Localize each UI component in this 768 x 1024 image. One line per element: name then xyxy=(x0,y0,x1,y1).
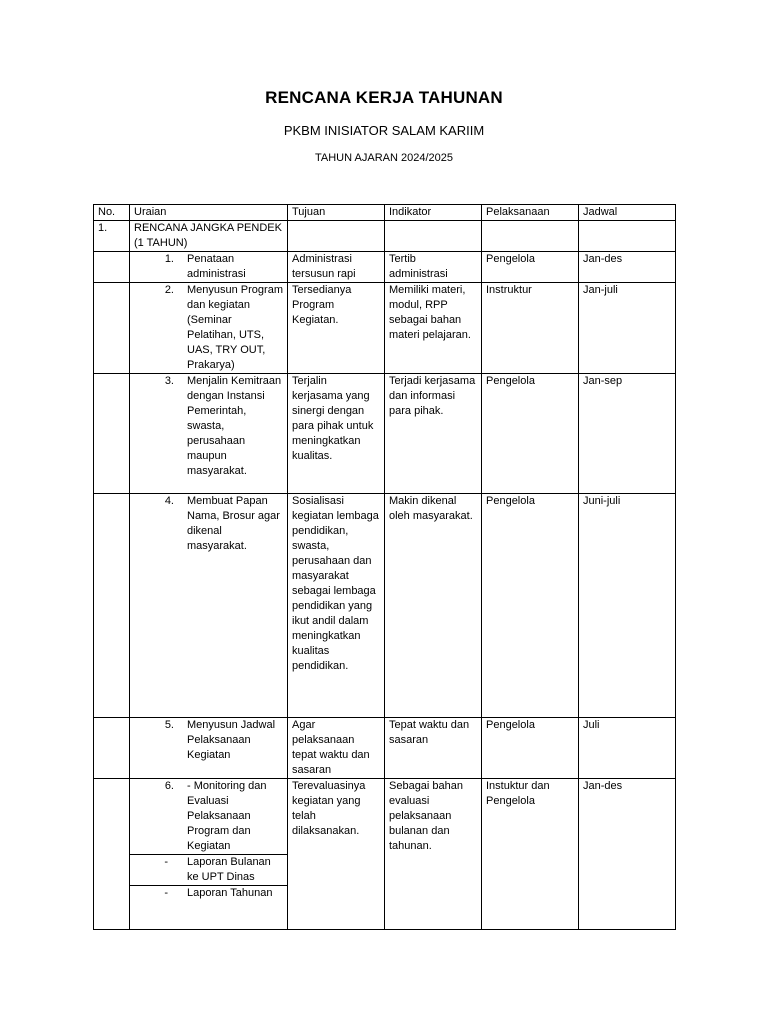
item-jadwal: Juli xyxy=(579,718,676,779)
subitem-text: Laporan Tahunan xyxy=(187,887,273,899)
item-tujuan: Terjalin kerjasama yang sinergi dengan para pihak untuk meningkatkan kualitas. xyxy=(288,374,385,494)
item-pelaksanaan: Instuktur dan Pengelola xyxy=(482,779,579,930)
item-tujuan: Terevaluasinya kegiatan yang telah dilaksanakan. xyxy=(288,779,385,930)
item-indikator: Tertib administrasi xyxy=(385,252,482,283)
table-row xyxy=(94,718,676,779)
header-jadwal: Jadwal xyxy=(579,205,676,221)
item-indikator: Tepat waktu dan sasaran xyxy=(385,718,482,779)
item-uraian: Menyusun Program dan kegiatan (Seminar Pelatihan, UTS, UAS, TRY OUT, Prakarya) xyxy=(187,284,283,371)
subitem-text: Laporan Bulanan ke UPT Dinas xyxy=(187,856,271,883)
subitem-dash: - xyxy=(164,887,168,899)
item-uraian: Penataan administrasi xyxy=(187,253,246,280)
item-pelaksanaan: Pengelola xyxy=(482,494,579,718)
item-uraian: - Monitoring dan Evaluasi Pelaksanaan Program dan Kegiatan xyxy=(187,780,267,852)
document-title: RENCANA KERJA TAHUNAN xyxy=(265,88,503,107)
work-plan-table xyxy=(93,204,676,930)
item-tujuan: Tersedianya Program Kegiatan. xyxy=(288,283,385,374)
item-number: 1. xyxy=(164,253,174,265)
item-jadwal: Jan-sep xyxy=(579,374,676,494)
table-row xyxy=(94,252,676,283)
item-pelaksanaan: Instruktur xyxy=(482,283,579,374)
item-number: 6. xyxy=(164,780,174,792)
item-indikator: Memiliki materi, modul, RPP sebagai bahan materi pelajaran. xyxy=(385,283,482,374)
item-jadwal: Juni-juli xyxy=(579,494,676,718)
table-row xyxy=(94,494,676,718)
item-indikator: Sebagai bahan evaluasi pelaksanaan bulanan dan tahunan. xyxy=(385,779,482,930)
item-uraian: Menyusun Jadwal Pelaksanaan Kegiatan xyxy=(187,719,276,761)
item-jadwal: Jan-des xyxy=(579,779,676,930)
item-indikator: Terjadi kerjasama dan informasi para pihak. xyxy=(385,374,482,494)
item-jadwal: Jan-juli xyxy=(579,283,676,374)
table-header-row xyxy=(94,205,676,221)
item-number: 5. xyxy=(164,719,174,731)
item-uraian: Menjalin Kemitraan dengan Instansi Pemerintah, swasta, perusahaan maupun masyarakat. xyxy=(187,375,282,477)
item-number: 2. xyxy=(164,284,174,296)
item-number: 3. xyxy=(164,375,174,387)
item-tujuan: Agar pelaksanaan tepat waktu dan sasaran xyxy=(288,718,385,779)
subitem-dash: - xyxy=(164,856,168,868)
section-number: 1. xyxy=(94,221,130,252)
item-number: 4. xyxy=(164,495,174,507)
table-row xyxy=(94,374,676,494)
item-uraian: Membuat Papan Nama, Brosur agar dikenal masyarakat. xyxy=(187,495,280,552)
section-label: RENCANA JANGKA PENDEK (1 TAHUN) xyxy=(130,221,288,252)
header-tujuan: Tujuan xyxy=(288,205,385,221)
table-row xyxy=(94,283,676,374)
table-row xyxy=(94,779,676,855)
academic-year: TAHUN AJARAN 2024/2025 xyxy=(315,152,453,164)
header-uraian: Uraian xyxy=(130,205,288,221)
item-pelaksanaan: Pengelola xyxy=(482,252,579,283)
document-subtitle: PKBM INISIATOR SALAM KARIIM xyxy=(283,123,485,138)
item-tujuan: Sosialisasi kegiatan lembaga pendidikan, swasta, perusahaan dan masyarakat sebagai lembaga pendidikan yang ikut andil dalam meningkatkan kualitas pendidikan. xyxy=(288,494,385,718)
section-row xyxy=(94,221,676,252)
item-tujuan: Administrasi tersusun rapi xyxy=(288,252,385,283)
header-no: No. xyxy=(94,205,130,221)
item-jadwal: Jan-des xyxy=(579,252,676,283)
header-pelaksanaan: Pelaksanaan xyxy=(482,205,579,221)
item-indikator: Makin dikenal oleh masyarakat. xyxy=(385,494,482,718)
header-indikator: Indikator xyxy=(385,205,482,221)
item-pelaksanaan: Pengelola xyxy=(482,718,579,779)
item-pelaksanaan: Pengelola xyxy=(482,374,579,494)
